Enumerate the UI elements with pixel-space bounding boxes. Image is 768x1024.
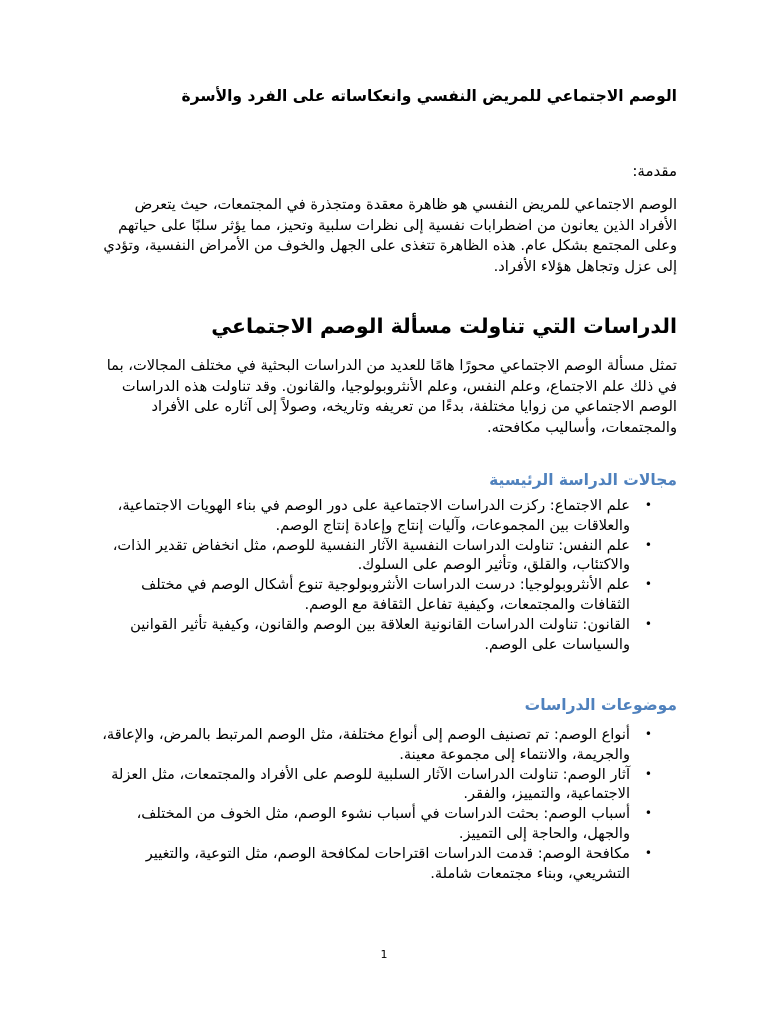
bullet-icon: •: [644, 537, 652, 552]
topics-list: [92, 725, 677, 883]
page-number: 1: [380, 948, 388, 961]
fields-heading: مجالات الدراسة الرئيسية: [489, 471, 677, 489]
list-item-text: أسباب الوصم: بحثت الدراسات في أسباب نشوء الوصم، مثل الخوف من المختلف، والجهل، والحاجة إلى التمييز.: [136, 805, 630, 842]
bullet-icon: •: [644, 766, 652, 781]
list-item-text: القانون: تناولت الدراسات القانونية العلاقة بين الوصم والقانون، وكيفية تأثير القوانين والسياسات على الوصم.: [130, 615, 630, 653]
document-title: الوصم الاجتماعي للمريض النفسي وانعكاساته على الفرد والأسرة: [181, 87, 677, 105]
list-item: [92, 496, 677, 536]
bullet-icon: •: [644, 577, 652, 592]
list-item: [92, 844, 677, 884]
intro-paragraph: الوصم الاجتماعي للمريض النفسي هو ظاهرة معقدة ومتجذرة في المجتمعات، حيث يتعرض الأفراد الذين يعانون من اضطرابات نفسية إلى نظرات سلبية وتحيز، مما يؤثر سلبًا على حياتهم وعلى المجتمع بشكل عام. هذه الظاهرة تتغذى على الجهل والخوف من الأمراض النفسية، وتؤدي إلى عزل وتجاهل هؤلاء الأفراد.: [103, 196, 677, 275]
list-item: [92, 615, 677, 655]
list-item: [92, 804, 677, 844]
list-item-text: علم الأنثروبولوجيا: درست الدراسات الأنثروبولوجية تنوع أشكال الوصم في مختلف الثقافات والمجتمعات، وكيفية تفاعل الثقافة مع الوصم.: [141, 576, 630, 613]
list-item: [92, 575, 677, 615]
topics-heading: موضوعات الدراسات: [524, 696, 677, 714]
list-item-text: مكافحة الوصم: قدمت الدراسات اقتراحات لمكافحة الوصم، مثل التوعية، والتغيير التشريعي، وبناء مجتمعات شاملة.: [145, 844, 630, 882]
list-item-text: علم الاجتماع: ركزت الدراسات الاجتماعية على دور الوصم في بناء الهويات الاجتماعية، والعلاقات بين المجموعات، وآليات إنتاج وإعادة إنتاج الوصم.: [117, 497, 630, 534]
list-item-text: أنواع الوصم: تم تصنيف الوصم إلى أنواع مختلفة، مثل الوصم المرتبط بالمرض، والإعاقة، والجريمة، والانتماء إلى مجموعة معينة.: [102, 726, 630, 763]
bullet-icon: •: [644, 616, 652, 631]
section-heading: الدراسات التي تناولت مسألة الوصم الاجتماعي: [211, 314, 677, 338]
list-item: [92, 536, 677, 576]
section-paragraph: تمثل مسألة الوصم الاجتماعي محورًا هامًا للعديد من الدراسات البحثية في مختلف المجالات، بما في ذلك علم الاجتماع، وعلم النفس، وعلم الأنثروبولوجيا، والقانون. وقد تناولت هذه الدراسات الوصم الاجتماعي من زوايا مختلفة، بدءًا من تعريفه وتاريخه، وصولاً إلى آثاره على الأفراد والمجتمعات، وأساليب مكافحته.: [106, 357, 677, 436]
fields-list: [92, 496, 677, 654]
list-item-text: آثار الوصم: تناولت الدراسات الآثار السلبية للوصم على الأفراد والمجتمعات، مثل العزلة الاجتماعية، والتمييز، والفقر.: [111, 765, 630, 803]
bullet-icon: •: [644, 845, 652, 860]
bullet-icon: •: [644, 806, 652, 821]
bullet-icon: •: [644, 498, 652, 512]
list-item: [92, 725, 677, 765]
list-item: [92, 765, 677, 805]
bullet-icon: •: [644, 727, 652, 741]
list-item-text: علم النفس: تناولت الدراسات النفسية الآثار النفسية للوصم، مثل انخفاض تقدير الذات، والاكتئاب، والقلق، وتأثير الوصم على السلوك.: [112, 536, 630, 574]
intro-label: مقدمة:: [632, 162, 677, 180]
